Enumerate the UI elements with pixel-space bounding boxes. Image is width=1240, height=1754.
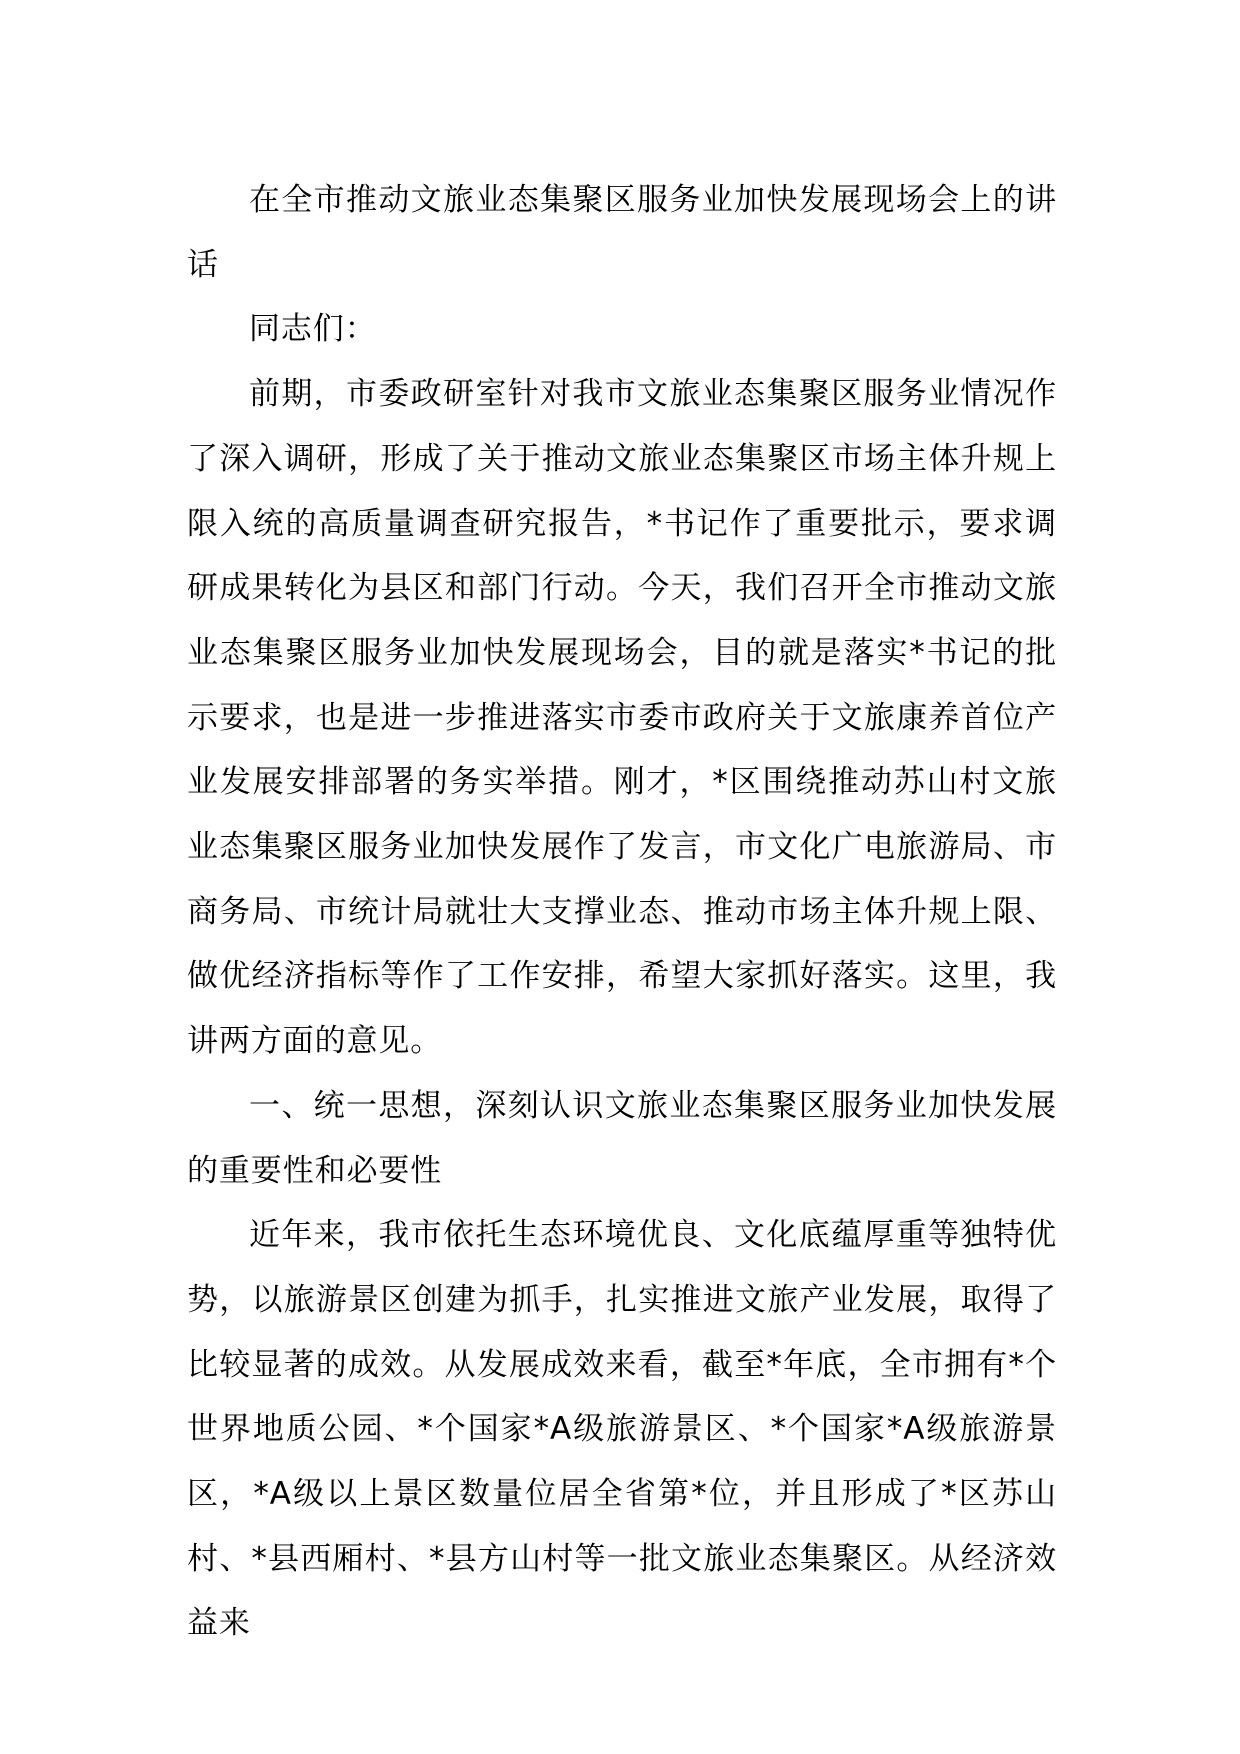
document-title: 在全市推动文旅业态集聚区服务业加快发展现场会上的讲话 [187, 182, 1057, 283]
section-heading: 一、统一思想，深刻认识文旅业态集聚区服务业加快发展的重要性和必要性 [187, 1087, 1057, 1189]
body-paragraph: 前期，市委政研室针对我市文旅业态集聚区服务业情况作了深入调研，形成了关于推动文旅业态集聚区市场主体升规上限入统的高质量调查研究报告，*书记作了重要批示，要求调研成果转化为县区和部门行动。今天，我们召开全市推动文旅业态集聚区服务业加快发展现场会，目的就是落实*书记的批示要求，也是进一步推进落实市委市政府关于文旅康养首位产业发展安排部署的务实举措。刚才，*区围绕推动苏山村文旅业态集聚区服务业加快发展作了发言，市文化广电旅游局、市商务局、市统计局就壮大支撑业态、推动市场主体升规上限、做优经济指标等作了工作安排，希望大家抓好落实。这里，我讲两方面的意见。 [187, 376, 1057, 1060]
section-paragraph: 近年来，我市依托生态环境优良、文化底蕴厚重等独特优势，以旅游景区创建为抓手，扎实推进文旅产业发展，取得了比较显著的成效。从发展成效来看，截至*年底，全市拥有*个世界地质公园、*个国家*A级旅游景区、*个国家*A级旅游景区，*A级以上景区数量位居全省第*位，并且形成了*区苏山村、*县西厢村、*县方山村等一批文旅业态集聚区。从经济效益来 [187, 1217, 1057, 1642]
salutation: 同志们： [249, 311, 377, 348]
document-page [187, 168, 1057, 1656]
